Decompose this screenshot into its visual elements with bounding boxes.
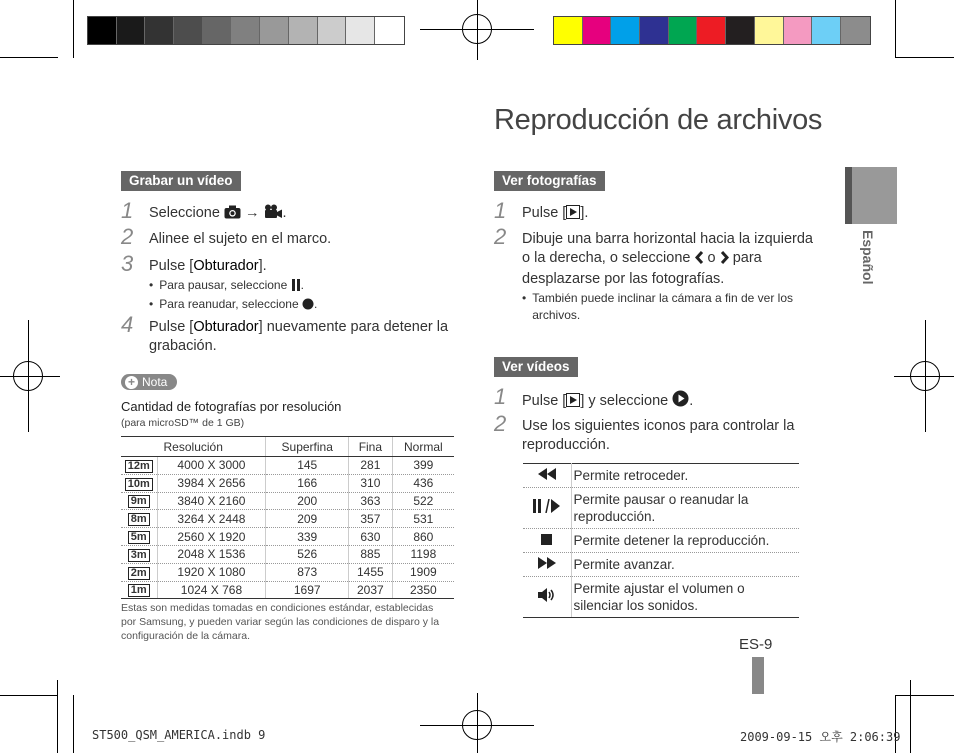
step-text: Alinee el sujeto en el marco. bbox=[149, 231, 332, 247]
footer-file-label: ST500_QSM_AMERICA.indb 9 bbox=[92, 728, 266, 742]
resolution-icon-label: 10m bbox=[125, 478, 153, 491]
section-label-view-photos: Ver fotografías bbox=[494, 171, 605, 191]
bullet-resume bbox=[149, 296, 317, 315]
step-text: Seleccione bbox=[149, 205, 220, 221]
superfina-cell: 209 bbox=[266, 510, 349, 528]
resolution-cell: 2048 X 1536 bbox=[157, 545, 266, 563]
step-1-view-videos bbox=[494, 384, 824, 413]
gray-swatch bbox=[117, 17, 146, 44]
normal-cell: 860 bbox=[392, 528, 454, 546]
step-number: 3 bbox=[121, 251, 134, 276]
table-row bbox=[121, 545, 454, 563]
video-camera-icon bbox=[264, 204, 283, 225]
plus-icon: + bbox=[125, 376, 138, 389]
superfina-cell: 166 bbox=[266, 474, 349, 492]
col-header: Normal bbox=[392, 437, 454, 457]
normal-cell: 436 bbox=[392, 474, 454, 492]
fina-cell: 281 bbox=[349, 457, 393, 475]
page-marker-bar bbox=[752, 657, 764, 694]
control-description: Permite detener la reproducción. bbox=[571, 529, 799, 553]
gray-swatch bbox=[88, 17, 117, 44]
color-swatch bbox=[611, 17, 640, 44]
record-icon bbox=[302, 298, 314, 315]
gray-swatch bbox=[289, 17, 318, 44]
step-text-pre: Pulse [ bbox=[149, 319, 194, 335]
fina-cell: 630 bbox=[349, 528, 393, 546]
step-text-post: ]. bbox=[258, 258, 267, 274]
step-line: o bbox=[707, 250, 716, 266]
resolution-cell: 4000 X 3000 bbox=[157, 457, 266, 475]
table-row bbox=[121, 474, 454, 492]
table-row bbox=[121, 510, 454, 528]
step-text-post: ] y seleccione bbox=[580, 393, 669, 409]
resolution-cell: 1920 X 1080 bbox=[157, 563, 266, 581]
play-circle-icon bbox=[672, 390, 689, 413]
grayscale-color-bar bbox=[87, 16, 405, 45]
resolution-cell: 3984 X 2656 bbox=[157, 474, 266, 492]
resolution-icon-label: 1m bbox=[128, 584, 150, 597]
page-title: Reproducción de archivos bbox=[494, 104, 823, 136]
step-line: Dibuje una barra horizontal hacia la izquierda bbox=[522, 231, 813, 247]
language-label: Español bbox=[860, 230, 876, 285]
color-swatch bbox=[669, 17, 698, 44]
stop-icon bbox=[523, 529, 571, 553]
language-tab-accent bbox=[845, 167, 852, 224]
fast-forward-icon bbox=[523, 553, 571, 577]
step-number: 1 bbox=[494, 384, 507, 409]
resolution-cell: 3264 X 2448 bbox=[157, 510, 266, 528]
color-swatch bbox=[784, 17, 813, 44]
superfina-cell: 200 bbox=[266, 492, 349, 510]
gray-swatch bbox=[346, 17, 375, 44]
step-1-view-photos bbox=[494, 198, 824, 225]
step-number: 2 bbox=[494, 411, 507, 436]
normal-cell: 531 bbox=[392, 510, 454, 528]
step-number: 2 bbox=[121, 224, 134, 249]
gray-swatch bbox=[231, 17, 260, 44]
pause-play-icon bbox=[523, 488, 571, 529]
table-row bbox=[121, 563, 454, 581]
color-swatch bbox=[697, 17, 726, 44]
footnote bbox=[121, 601, 461, 643]
page-number: ES-9 bbox=[739, 636, 773, 653]
step-2-view-photos bbox=[494, 224, 824, 324]
superfina-cell: 339 bbox=[266, 528, 349, 546]
table-row bbox=[121, 457, 454, 475]
resolution-icon-label: 12m bbox=[125, 460, 153, 473]
color-swatch bbox=[554, 17, 583, 44]
bullet-end: . bbox=[300, 278, 304, 292]
color-swatch bbox=[726, 17, 755, 44]
col-header: Fina bbox=[349, 437, 393, 457]
step-text: Use los siguientes iconos para controlar la reproducción. bbox=[522, 418, 795, 453]
step-3-record bbox=[121, 251, 451, 315]
control-description: Permite retroceder. bbox=[571, 464, 799, 488]
step-number: 1 bbox=[121, 198, 134, 223]
resolution-icon bbox=[121, 528, 157, 546]
step-number: 1 bbox=[494, 198, 507, 223]
superfina-cell: 873 bbox=[266, 563, 349, 581]
step-text-pre: Pulse [ bbox=[522, 205, 567, 221]
step-line: o la derecha, o seleccione bbox=[522, 250, 691, 266]
fina-cell: 357 bbox=[349, 510, 393, 528]
fina-cell: 310 bbox=[349, 474, 393, 492]
footnote-line: configuración de la cámara. bbox=[121, 630, 250, 642]
resolution-icon bbox=[121, 510, 157, 528]
col-header: Resolución bbox=[121, 437, 266, 457]
step-2-view-videos bbox=[494, 411, 814, 455]
arrow-glyph: → bbox=[245, 205, 260, 221]
step-line: para bbox=[732, 250, 762, 266]
step-2-record bbox=[121, 224, 451, 249]
step-text-post: ] nuevamente para detener la grabación. bbox=[149, 319, 449, 354]
control-row-fast-forward bbox=[523, 553, 799, 577]
table-row bbox=[121, 492, 454, 510]
fina-cell: 885 bbox=[349, 545, 393, 563]
bullet-text: archivos. bbox=[532, 308, 581, 322]
section-label-view-videos: Ver vídeos bbox=[494, 357, 578, 377]
resolution-icon bbox=[121, 457, 157, 475]
step-number: 4 bbox=[121, 312, 134, 337]
color-swatch bbox=[841, 17, 870, 44]
step-text-post: ]. bbox=[580, 205, 589, 221]
play-button-icon bbox=[566, 205, 580, 225]
step-end: . bbox=[689, 393, 694, 409]
color-swatch bbox=[812, 17, 841, 44]
resolution-icon bbox=[121, 581, 157, 599]
fina-cell: 363 bbox=[349, 492, 393, 510]
bullet-pause bbox=[149, 277, 317, 296]
playback-controls-table bbox=[523, 463, 799, 618]
cmyk-color-bar bbox=[553, 16, 871, 45]
gray-swatch bbox=[174, 17, 203, 44]
nota-label: Nota bbox=[142, 375, 168, 389]
resolution-icon-label: 9m bbox=[128, 495, 150, 508]
superfina-cell: 1697 bbox=[266, 581, 349, 599]
step-line: desplazarse por las fotografías. bbox=[522, 271, 725, 287]
normal-cell: 2350 bbox=[392, 581, 454, 599]
camera-icon bbox=[224, 205, 241, 225]
resolution-icon-label: 3m bbox=[128, 549, 150, 562]
section-label-record-video: Grabar un vídeo bbox=[121, 171, 241, 191]
step-text-pre: Pulse [ bbox=[522, 393, 567, 409]
resolution-icon-label: 5m bbox=[128, 531, 150, 544]
col-header: Superfina bbox=[266, 437, 349, 457]
normal-cell: 1909 bbox=[392, 563, 454, 581]
resolution-table bbox=[121, 436, 454, 599]
step-text-pre: Pulse [ bbox=[149, 258, 194, 274]
resolution-icon-label: 8m bbox=[128, 513, 150, 526]
gray-swatch bbox=[318, 17, 347, 44]
bullet-text: Para reanudar, seleccione bbox=[159, 297, 299, 311]
gray-swatch bbox=[145, 17, 174, 44]
step-tail: . bbox=[282, 205, 287, 221]
control-description: Permite pausar o reanudar la reproducción. bbox=[571, 488, 799, 529]
control-row-stop bbox=[523, 529, 799, 553]
footnote-line: por Samsung, y pueden variar según las condiciones de disparo y la bbox=[121, 616, 440, 628]
color-swatch bbox=[583, 17, 612, 44]
resolution-icon-label: 2m bbox=[128, 567, 150, 580]
control-description: Permite ajustar el volumen o silenciar los sonidos. bbox=[571, 577, 799, 618]
nota-badge bbox=[121, 374, 177, 390]
resolution-cell: 2560 X 1920 bbox=[157, 528, 266, 546]
chevron-right-icon bbox=[720, 251, 729, 270]
gray-swatch bbox=[375, 17, 404, 44]
rewind-icon bbox=[523, 464, 571, 488]
resolution-icon bbox=[121, 563, 157, 581]
gray-swatch bbox=[203, 17, 232, 44]
bullet-tilt bbox=[522, 290, 813, 324]
nota-subheading: (para microSD™ de 1 GB) bbox=[121, 417, 245, 429]
color-swatch bbox=[640, 17, 669, 44]
control-row-volume bbox=[523, 577, 799, 618]
play-button-icon bbox=[566, 393, 580, 413]
superfina-cell: 145 bbox=[266, 457, 349, 475]
fina-cell: 2037 bbox=[349, 581, 393, 599]
fina-cell: 1455 bbox=[349, 563, 393, 581]
nota-heading: Cantidad de fotografías por resolución bbox=[121, 399, 342, 414]
control-description: Permite avanzar. bbox=[571, 553, 799, 577]
language-tab bbox=[845, 167, 897, 224]
bullet-text: Para pausar, seleccione bbox=[159, 278, 288, 292]
resolution-cell: 3840 X 2160 bbox=[157, 492, 266, 510]
normal-cell: 522 bbox=[392, 492, 454, 510]
gray-swatch bbox=[260, 17, 289, 44]
bullet-text: También puede inclinar la cámara a fin de ver los bbox=[532, 291, 794, 305]
superfina-cell: 526 bbox=[266, 545, 349, 563]
chevron-left-icon bbox=[695, 251, 704, 270]
resolution-icon bbox=[121, 545, 157, 563]
footnote-line: Estas son medidas tomadas en condiciones estándar, establecidas bbox=[121, 602, 434, 614]
resolution-icon bbox=[121, 492, 157, 510]
pause-icon bbox=[291, 279, 301, 296]
step-4-record bbox=[121, 312, 451, 356]
control-row-pause-play bbox=[523, 488, 799, 529]
color-swatch bbox=[755, 17, 784, 44]
table-row bbox=[121, 581, 454, 599]
shutter-label: Obturador bbox=[193, 319, 259, 335]
volume-icon bbox=[523, 577, 571, 618]
table-header-row bbox=[121, 437, 454, 457]
shutter-label: Obturador bbox=[193, 258, 259, 274]
step-number: 2 bbox=[494, 224, 507, 249]
resolution-icon bbox=[121, 474, 157, 492]
control-row-rewind bbox=[523, 464, 799, 488]
table-row bbox=[121, 528, 454, 546]
normal-cell: 399 bbox=[392, 457, 454, 475]
resolution-cell: 1024 X 768 bbox=[157, 581, 266, 599]
bullet-end: . bbox=[313, 297, 318, 311]
step-1-record bbox=[121, 198, 451, 225]
normal-cell: 1198 bbox=[392, 545, 454, 563]
footer-timestamp: 2009-09-15 오후 2:06:39 bbox=[740, 730, 901, 744]
